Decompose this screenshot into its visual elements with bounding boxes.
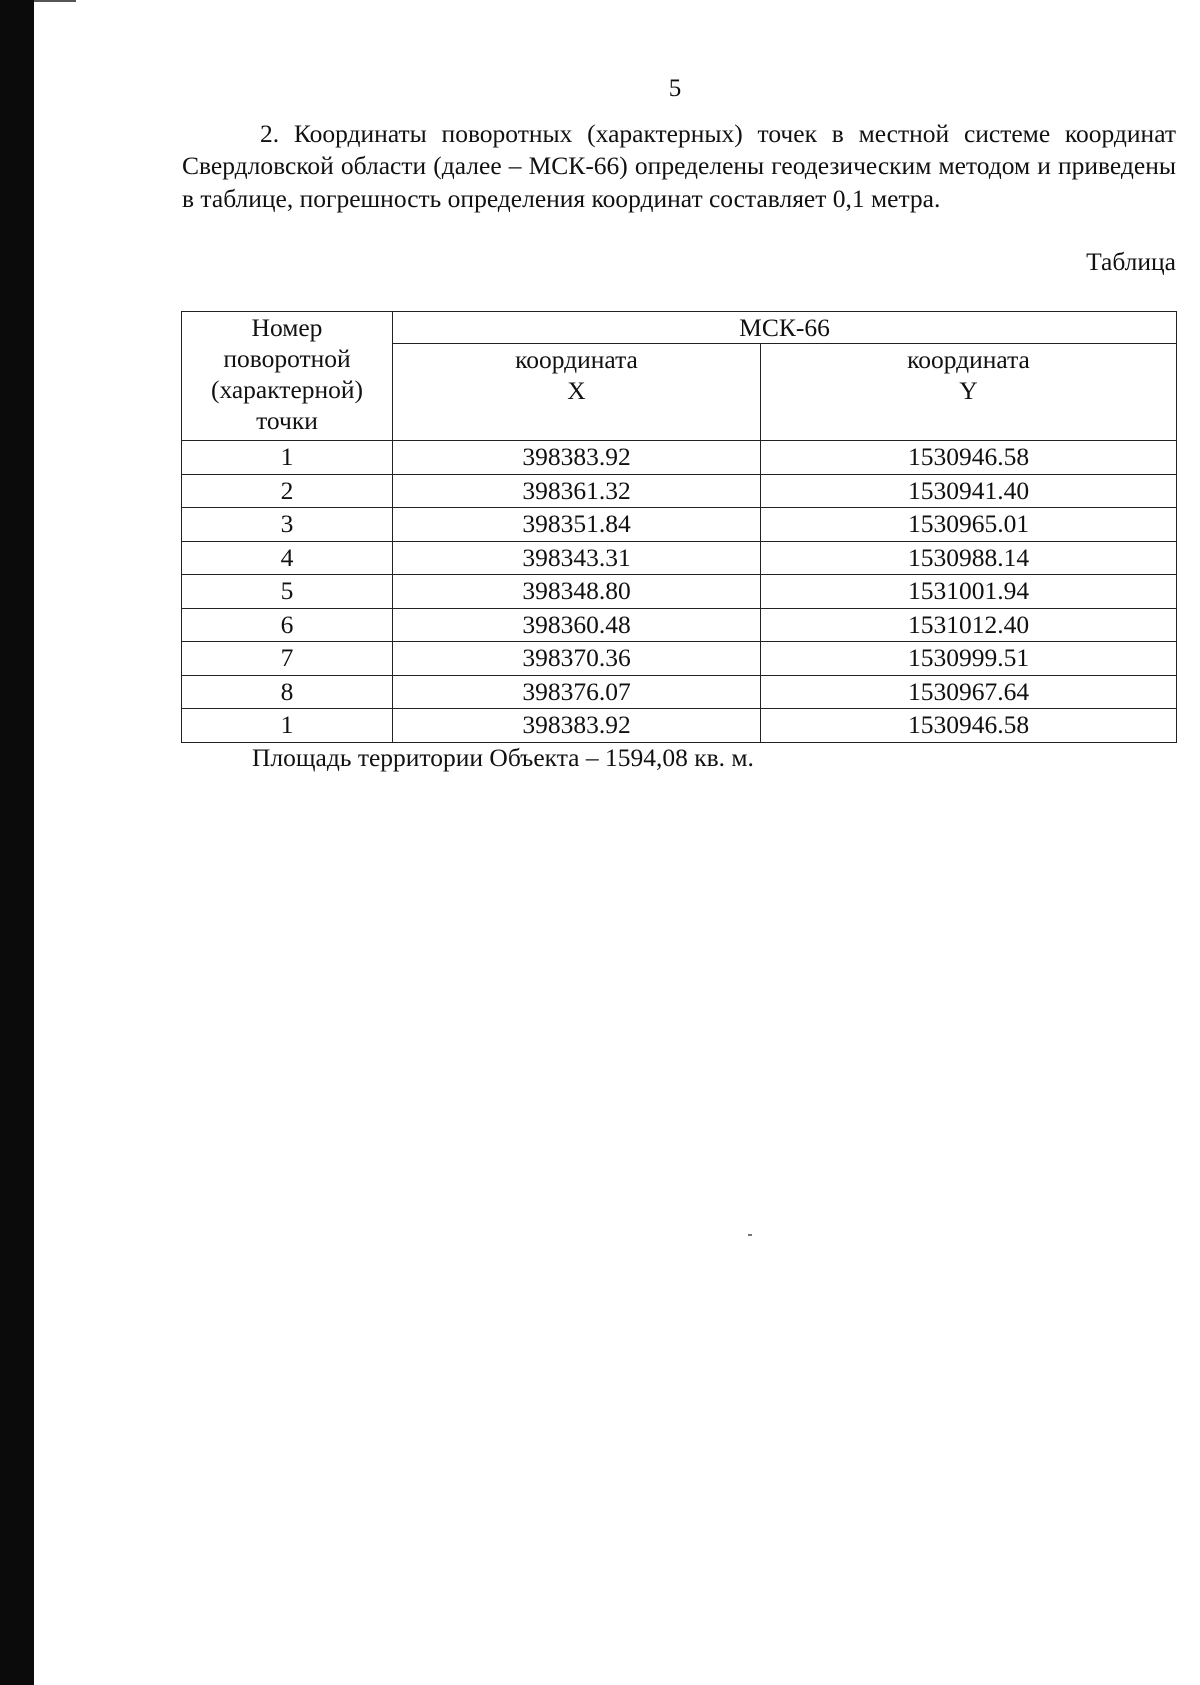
table-caption: Таблица bbox=[1086, 247, 1176, 276]
scan-edge bbox=[0, 0, 34, 1685]
coordinate-x-cell: 398360.48 bbox=[393, 608, 761, 642]
header-coordinate-y-axis: Y bbox=[959, 376, 978, 405]
coordinate-y-cell: 1530988.14 bbox=[761, 541, 1177, 575]
page-number: 5 bbox=[668, 75, 682, 102]
coordinate-x-cell: 398383.92 bbox=[393, 709, 761, 743]
coordinates-table bbox=[181, 311, 1177, 743]
header-coordinate-x-axis: X bbox=[567, 376, 586, 405]
coordinate-y-cell: 1530946.58 bbox=[761, 709, 1177, 743]
coordinate-y-cell: 1530941.40 bbox=[761, 474, 1177, 508]
header-coordinate-system: МСК-66 bbox=[393, 312, 1177, 344]
table-row bbox=[182, 642, 1177, 676]
coordinate-y-cell: 1530967.64 bbox=[761, 675, 1177, 709]
point-number-cell: 1 bbox=[182, 709, 393, 743]
table-row bbox=[182, 709, 1177, 743]
header-coordinate-y-label: координата bbox=[907, 345, 1030, 374]
coordinate-x-cell: 398383.92 bbox=[393, 441, 761, 475]
header-point-number bbox=[182, 312, 393, 441]
header-point-number-line: поворотной bbox=[223, 344, 351, 373]
coordinates-paragraph: 2. Координаты поворотных (характерных) точек в местной системе координат Свердловской области (далее – МСК-66) определены геодезическим методом и приведены в таблице, погрешность определения координат составляет 0,1 метра. bbox=[182, 119, 1176, 213]
table-row bbox=[182, 575, 1177, 609]
table-row bbox=[182, 675, 1177, 709]
header-point-number-line: (характерной) bbox=[210, 375, 364, 404]
point-number-cell: 4 bbox=[182, 541, 393, 575]
coordinate-y-cell: 1530999.51 bbox=[761, 642, 1177, 676]
table-row bbox=[182, 541, 1177, 575]
table-row bbox=[182, 441, 1177, 475]
coordinate-x-cell: 398376.07 bbox=[393, 675, 761, 709]
coordinate-x-cell: 398370.36 bbox=[393, 642, 761, 676]
scan-speck bbox=[748, 1234, 752, 1236]
point-number-cell: 2 bbox=[182, 474, 393, 508]
header-coordinate-x bbox=[393, 344, 761, 441]
coordinate-x-cell: 398343.31 bbox=[393, 541, 761, 575]
point-number-cell: 8 bbox=[182, 675, 393, 709]
area-note: Площадь территории Объекта – 1594,08 кв. м. bbox=[252, 743, 754, 772]
header-coordinate-y bbox=[761, 344, 1177, 441]
coordinate-y-cell: 1530965.01 bbox=[761, 508, 1177, 542]
header-point-number-line: точки bbox=[256, 406, 318, 435]
header-coordinate-x-label: координата bbox=[515, 345, 638, 374]
coordinate-y-cell: 1531012.40 bbox=[761, 608, 1177, 642]
coordinate-y-cell: 1530946.58 bbox=[761, 441, 1177, 475]
coordinate-x-cell: 398351.84 bbox=[393, 508, 761, 542]
table-row bbox=[182, 608, 1177, 642]
scan-mark bbox=[34, 0, 76, 2]
point-number-cell: 7 bbox=[182, 642, 393, 676]
table-row bbox=[182, 474, 1177, 508]
point-number-cell: 5 bbox=[182, 575, 393, 609]
header-point-number-line: Номер bbox=[251, 313, 323, 342]
point-number-cell: 6 bbox=[182, 608, 393, 642]
table-row bbox=[182, 508, 1177, 542]
coordinate-x-cell: 398361.32 bbox=[393, 474, 761, 508]
coordinate-x-cell: 398348.80 bbox=[393, 575, 761, 609]
point-number-cell: 3 bbox=[182, 508, 393, 542]
point-number-cell: 1 bbox=[182, 441, 393, 475]
coordinate-y-cell: 1531001.94 bbox=[761, 575, 1177, 609]
